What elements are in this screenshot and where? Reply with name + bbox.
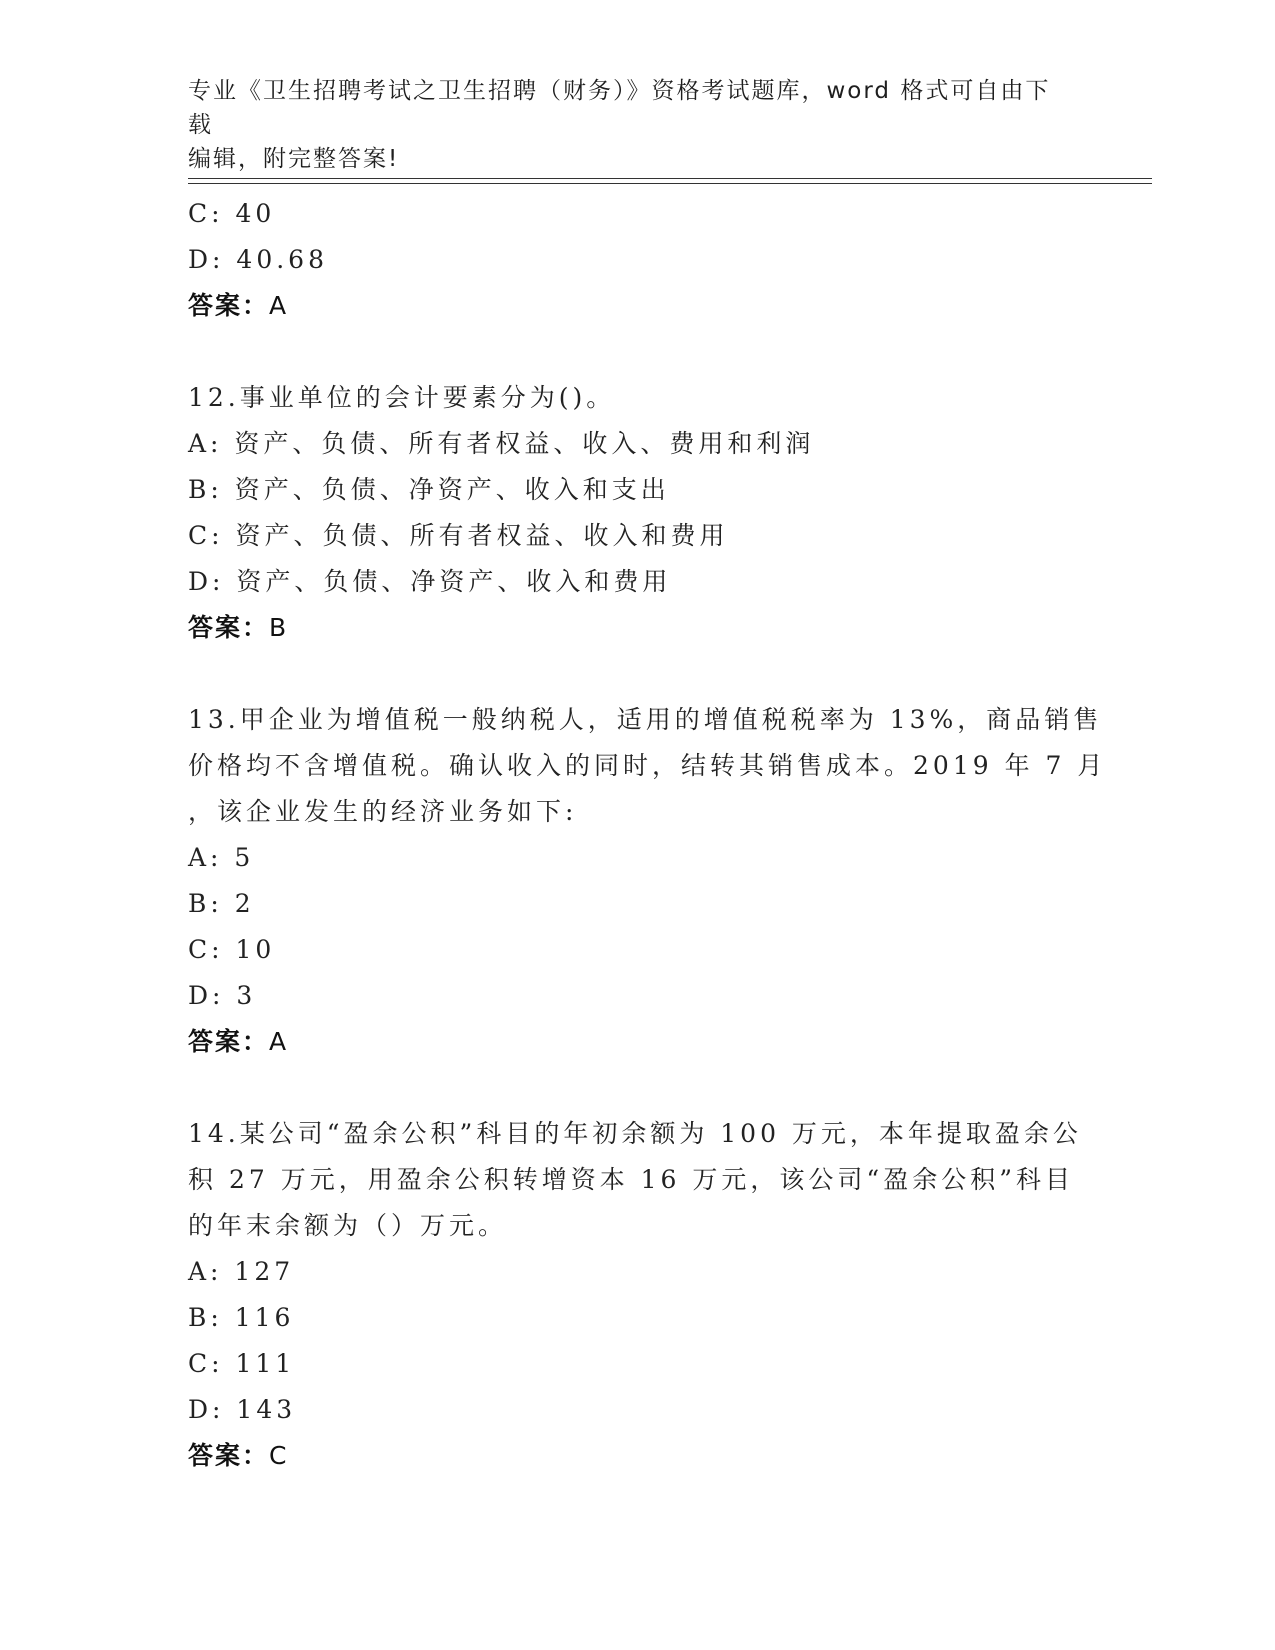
answer-label: 答案： — [188, 1441, 270, 1470]
option-c: C: 40 — [188, 199, 276, 228]
answer-value: A — [269, 1027, 289, 1056]
option-c: C: 10 — [188, 935, 276, 964]
header-divider-top — [188, 178, 1152, 179]
question-stem — [188, 697, 1107, 835]
answer-label: 答案： — [188, 291, 270, 320]
option-d: D: 3 — [188, 981, 257, 1010]
stem-line: 12.事业单位的会计要素分为()。 — [188, 383, 616, 412]
question-11-continuation — [188, 191, 1088, 329]
document-header — [188, 74, 1068, 176]
option-a: A: 127 — [188, 1257, 295, 1286]
stem-line: 13.甲企业为增值税一般纳税人，适用的增值税税率为 13%，商品销售 — [188, 705, 1103, 734]
header-divider-bottom — [188, 183, 1152, 184]
answer-value: A — [269, 291, 289, 320]
stem-line: 价格均不含增值税。确认收入的同时，结转其销售成本。2019 年 7 月 — [188, 751, 1107, 780]
answer-label: 答案： — [188, 1027, 270, 1056]
stem-line: ，该企业发生的经济业务如下: — [188, 797, 578, 826]
question-stem — [188, 1111, 1088, 1249]
option-c: C: 111 — [188, 1349, 296, 1378]
question-stem — [188, 375, 1088, 421]
option-a: A: 5 — [188, 843, 255, 872]
header-line-2: 编辑，附完整答案! — [188, 146, 400, 172]
header-line-1: 专业《卫生招聘考试之卫生招聘（财务）》资格考试题库，word 格式可自由下载 — [188, 78, 1051, 138]
answer-label: 答案： — [188, 613, 270, 642]
stem-line: 14.某公司“盈余公积”科目的年初余额为 100 万元，本年提取盈余公 — [188, 1119, 1082, 1148]
option-d: D: 资产、负债、净资产、收入和费用 — [188, 567, 672, 596]
option-b: B: 2 — [188, 889, 255, 918]
stem-line: 积 27 万元，用盈余公积转增资本 16 万元，该公司“盈余公积”科目 — [188, 1165, 1074, 1194]
question-12 — [188, 375, 1088, 651]
option-c: C: 资产、负债、所有者权益、收入和费用 — [188, 521, 729, 550]
option-a: A: 资产、负债、所有者权益、收入、费用和利润 — [188, 429, 815, 458]
answer-line — [188, 1433, 1088, 1479]
option-d: D: 40.68 — [188, 245, 328, 274]
stem-line: 的年末余额为（）万元。 — [188, 1211, 508, 1240]
option-b: B: 资产、负债、净资产、收入和支出 — [188, 475, 670, 504]
answer-line — [188, 1019, 1088, 1065]
answer-value: B — [269, 613, 289, 642]
answer-line — [188, 605, 1088, 651]
option-d: D: 143 — [188, 1395, 297, 1424]
question-13 — [188, 697, 1107, 1065]
answer-line — [188, 283, 1088, 329]
answer-value: C — [269, 1441, 289, 1470]
option-b: B: 116 — [188, 1303, 295, 1332]
question-14 — [188, 1111, 1088, 1479]
question-content — [188, 191, 1107, 1479]
